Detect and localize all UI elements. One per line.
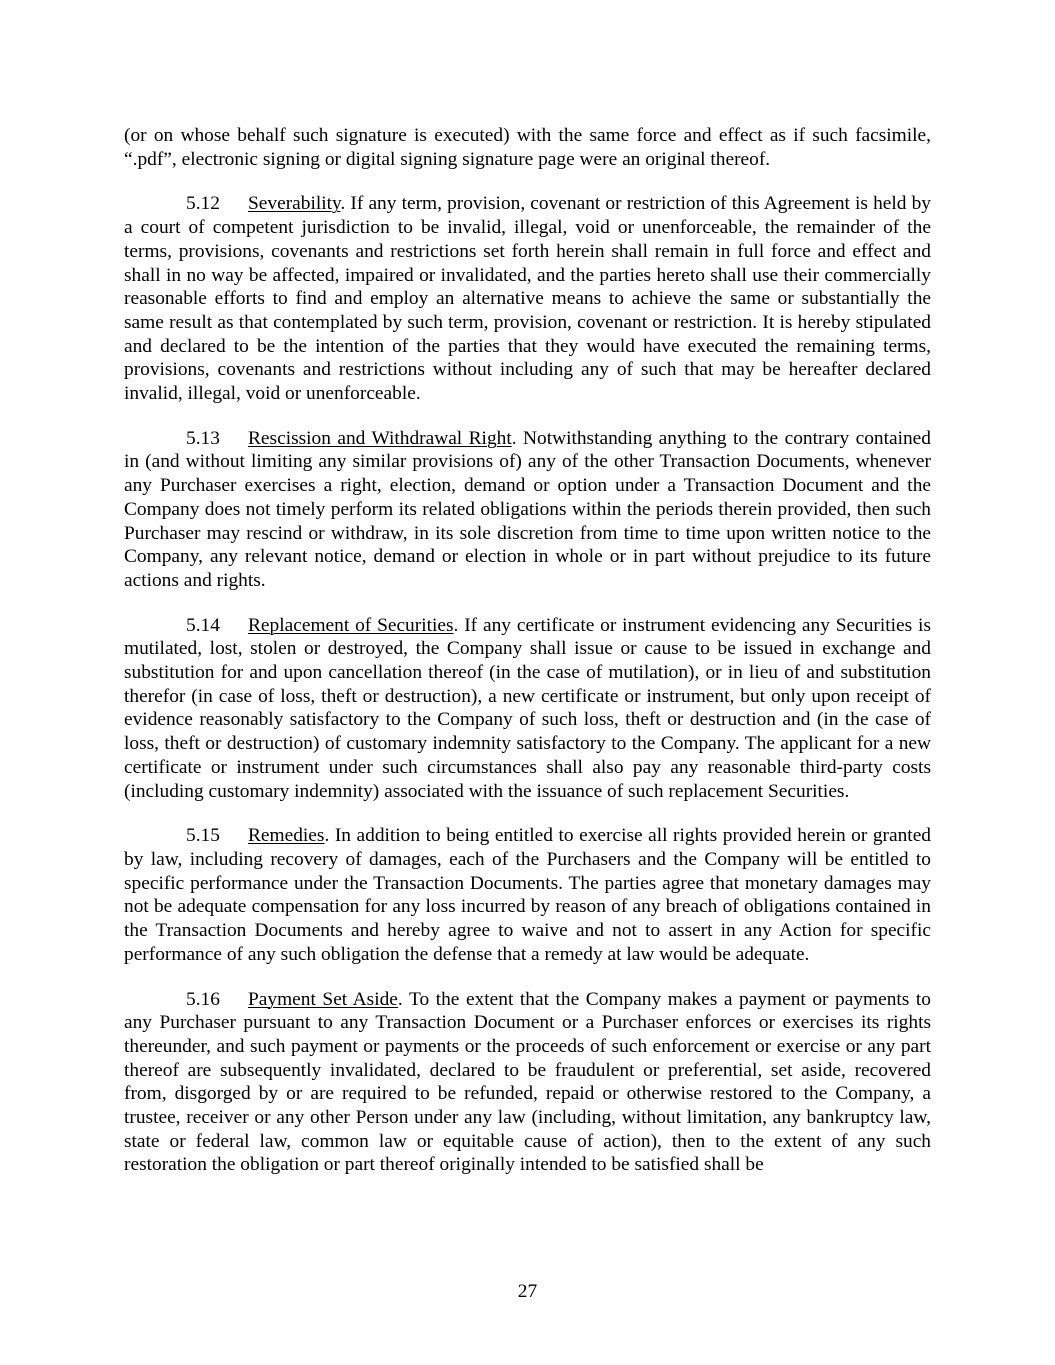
section-heading: Replacement of Securities [248, 614, 454, 636]
page-number: 27 [517, 1281, 538, 1302]
section-heading: Severability [248, 193, 341, 215]
section-heading: Remedies [248, 825, 325, 847]
document-body [124, 124, 931, 1177]
section-5-12 [124, 192, 931, 405]
section-text: . To the extent that the Company makes a payment or payments to any Purchaser pursuant to any Transaction Document or a Purchaser enforces or exercises its rights thereunder, and such payment or payments or the proceeds of such enforcement or exercise or any part thereof are subsequently invalidated, declared to be fraudulent or preferential, set aside, recovered from, disgorged by or are required to be refunded, repaid or otherwise restored to the Company, a trustee, receiver or any other Person under any law (including, without limitation, any bankruptcy law, state or federal law, common law or equitable cause of action), then to the extent of any such restoration the obligation or part thereof originally intended to be satisfied shall be [124, 988, 931, 1176]
section-number: 5.12 [186, 193, 220, 215]
section-number: 5.13 [186, 427, 220, 449]
section-5-15 [124, 824, 931, 966]
section-heading: Rescission and Withdrawal Right [248, 427, 512, 449]
section-text: . If any term, provision, covenant or restriction of this Agreement is held by a court of competent jurisdiction to be invalid, illegal, void or unenforceable, the remainder of the terms, provisions, covenants and restrictions set forth herein shall remain in full force and effect and shall in no way be affected, impaired or invalidated, and the parties hereto shall use their commercially reasonable efforts to find and employ an alternative means to achieve the same or substantially the same result as that contemplated by such term, provision, covenant or restriction. It is hereby stipulated and declared to be the intention of the parties that they would have executed the remaining terms, provisions, covenants and restrictions without including any of such that may be hereafter declared invalid, illegal, void or unenforceable. [124, 193, 931, 405]
continuation-paragraph: (or on whose behalf such signature is executed) with the same force and effect as if such facsimile, “.pdf”, electronic signing or digital signing signature page were an original thereof. [124, 125, 931, 170]
section-text: . Notwithstanding anything to the contrary contained in (and without limiting any similar provisions of) any of the other Transaction Documents, whenever any Purchaser exercises a right, election, demand or option under a Transaction Document and the Company does not timely perform its related obligations within the periods therein provided, then such Purchaser may rescind or withdraw, in its sole discretion from time to time upon written notice to the Company, any relevant notice, demand or election in whole or in part without prejudice to its future actions and rights. [124, 427, 931, 591]
section-5-16 [124, 988, 931, 1178]
section-heading: Payment Set Aside [248, 988, 398, 1010]
section-5-14 [124, 614, 931, 804]
section-text: . If any certificate or instrument evidencing any Securities is mutilated, lost, stolen or destroyed, the Company shall issue or cause to be issued in exchange and substitution for and upon cancellation thereof (in the case of mutilation), or in lieu of and substitution therefor (in case of loss, theft or destruction), a new certificate or instrument, but only upon receipt of evidence reasonably satisfactory to the Company of such loss, theft or destruction and (in the case of loss, theft or destruction) of customary indemnity satisfactory to the Company. The applicant for a new certificate or instrument under such circumstances shall also pay any reasonable third-party costs (including customary indemnity) associated with the issuance of such replacement Securities. [124, 614, 931, 802]
section-number: 5.14 [186, 614, 220, 636]
section-5-13 [124, 427, 931, 593]
section-number: 5.15 [186, 825, 220, 847]
section-text: . In addition to being entitled to exercise all rights provided herein or granted by law, including recovery of damages, each of the Purchasers and the Company will be entitled to specific performance under the Transaction Documents. The parties agree that monetary damages may not be adequate compensation for any loss incurred by reason of any breach of obligations contained in the Transaction Documents and hereby agree to waive and not to assert in any Action for specific performance of any such obligation the defense that a remedy at law would be adequate. [124, 825, 931, 965]
section-number: 5.16 [186, 988, 220, 1010]
